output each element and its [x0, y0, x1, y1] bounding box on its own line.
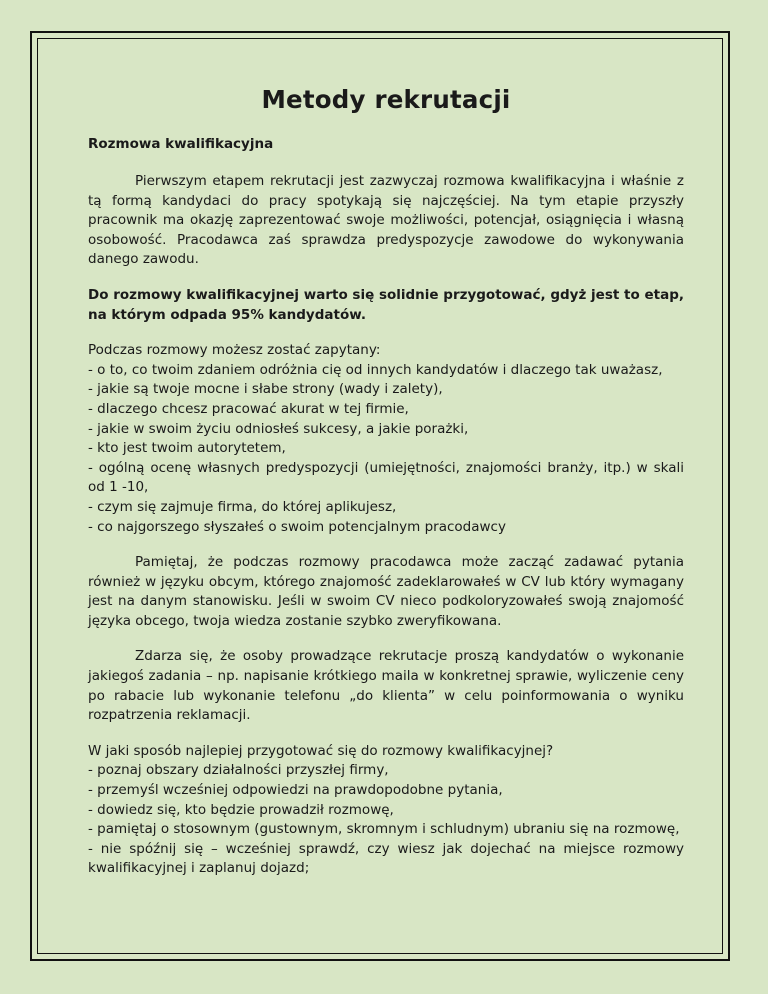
list-item: - co najgorszego słyszałeś o swoim potencjalnym pracodawcy — [88, 518, 506, 535]
language-paragraph: Pamiętaj, że podczas rozmowy pracodawca może zacząć zadawać pytania również w języku obcym, którego znajomość zadeklarowałeś w CV lub który wymagany jest na danym stanowisku. Jeśli w swoim CV nieco podkoloryzowałeś swoją znajomość języka obcego, twoja wiedza zostanie szybko zweryfikowana. — [88, 554, 684, 629]
list-item: - o to, co twoim zdaniem odróżnia cię od innych kandydatów i dlaczego tak uważasz, — [88, 361, 663, 378]
list-item: - poznaj obszary działalności przyszłej firmy, — [88, 762, 389, 779]
list-item: - jakie w swoim życiu odniosłeś sukcesy, a jakie porażki, — [88, 420, 469, 437]
list-item: - czym się zajmuje firma, do której aplikujesz, — [88, 498, 397, 515]
list-item: - jakie są twoje mocne i słabe strony (wady i zalety), — [88, 381, 443, 398]
preparation-list — [88, 742, 684, 879]
list-item: - pamiętaj o stosownym (gustownym, skromnym i schludnym) ubraniu się na rozmowę, — [88, 821, 680, 838]
questions-intro: Podczas rozmowy możesz zostać zapytany: — [88, 342, 381, 359]
list-item: - kto jest twoim autorytetem, — [88, 440, 286, 457]
list-item: - ogólną ocenę własnych predyspozycji (umiejętności, znajomości branży, itp.) w skali od 1 -10, — [88, 459, 684, 496]
document-title: Metody rekrutacji — [261, 85, 511, 114]
document-body — [88, 84, 684, 879]
list-item: - przemyśl wcześniej odpowiedzi na prawdopodobne pytania, — [88, 782, 503, 799]
highlight-paragraph: Do rozmowy kwalifikacyjnej warto się solidnie przygotować, gdyż jest to etap, na którym odpada 95% kandydatów. — [88, 286, 684, 323]
questions-list — [88, 341, 684, 537]
list-item: - dlaczego chcesz pracować akurat w tej firmie, — [88, 400, 409, 417]
list-item: - dowiedz się, kto będzie prowadził rozmowę, — [88, 801, 394, 818]
section-title: Rozmowa kwalifikacyjna — [88, 136, 274, 152]
tasks-paragraph: Zdarza się, że osoby prowadzące rekrutacje proszą kandydatów o wykonanie jakiegoś zadania – np. napisanie krótkiego maila w konkretnej sprawie, wyliczenie ceny po rabacie lub wykonanie telefonu „do klienta” w celu poinformowania o wyniku rozpatrzenia reklamacji. — [88, 648, 684, 724]
intro-paragraph: Pierwszym etapem rekrutacji jest zazwyczaj rozmowa kwalifikacyjna i właśnie z tą formą kandydaci do pracy spotykają się najczęściej. Na tym etapie przyszły pracownik ma okazję zaprezentować swoje możliwości, potencjał, osiągnięcia i własną osobowość. Pracodawca zaś sprawdza predyspozycje zawodowe do wykonywania danego zawodu. — [88, 173, 684, 268]
preparation-intro: W jaki sposób najlepiej przygotować się do rozmowy kwalifikacyjnej? — [88, 742, 554, 759]
list-item: - nie spóźnij się – wcześniej sprawdź, czy wiesz jak dojechać na miejsce rozmowy kwalifikacyjnej i zaplanuj dojazd; — [88, 840, 684, 877]
